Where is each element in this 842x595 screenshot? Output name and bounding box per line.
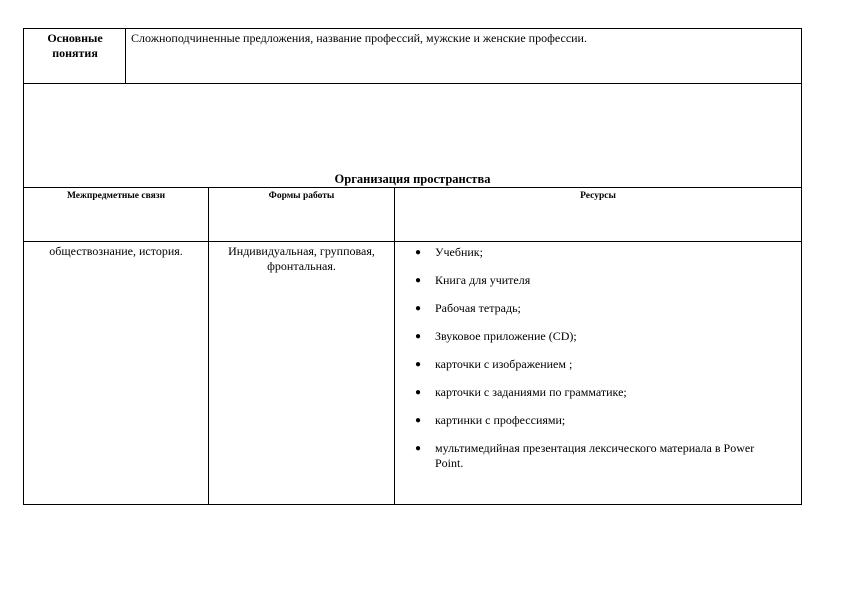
list-item xyxy=(407,245,777,260)
interdisciplinary-value: обществознание, история. xyxy=(49,244,183,258)
bullet-icon: ● xyxy=(415,387,422,398)
resource-text: карточки с заданиями по грамматике; xyxy=(435,385,627,399)
list-item xyxy=(407,357,777,372)
resource-text: карточки с изображением ; xyxy=(435,357,573,371)
work-forms-value: Индивидуальная, групповая, фронтальная. xyxy=(228,244,375,273)
resource-text: Звуковое приложение (CD); xyxy=(435,329,577,343)
bullet-icon: ● xyxy=(415,275,422,286)
bullet-icon: ● xyxy=(415,247,422,258)
header-resources: Ресурсы xyxy=(580,191,616,201)
list-item xyxy=(407,413,777,428)
row-divider-2 xyxy=(23,187,802,188)
concepts-value: Сложноподчиненные предложения, название профессий, мужские и женские профессии. xyxy=(131,31,587,45)
header-work-forms: Формы работы xyxy=(268,191,335,201)
list-item xyxy=(407,301,777,316)
table-border-left xyxy=(23,28,24,505)
bullet-icon: ● xyxy=(415,331,422,342)
bullet-icon: ● xyxy=(415,443,422,454)
concepts-label: Основные понятия xyxy=(47,31,103,60)
resource-text: Рабочая тетрадь; xyxy=(435,301,521,315)
resource-text: Учебник; xyxy=(435,245,483,259)
row-divider-1 xyxy=(23,83,802,84)
resource-text: картинки с профессиями; xyxy=(435,413,566,427)
resource-text: Книга для учителя xyxy=(435,273,531,287)
list-item xyxy=(407,385,777,400)
row-divider-3 xyxy=(23,241,802,242)
header-interdisciplinary: Межпредметные связи xyxy=(66,191,166,201)
table-border-bottom xyxy=(23,504,802,505)
table-border-top xyxy=(23,28,802,29)
organization-title: Организация пространства xyxy=(334,172,491,186)
list-item xyxy=(407,329,777,344)
resources-list xyxy=(407,245,777,471)
col-divider-2 xyxy=(394,187,395,505)
col-divider-1 xyxy=(208,187,209,505)
bullet-icon: ● xyxy=(415,359,422,370)
bullet-icon: ● xyxy=(415,303,422,314)
resource-text: мультимедийная презентация лексического материала в Power Point. xyxy=(435,441,755,470)
table-border-right xyxy=(801,28,802,505)
concepts-divider xyxy=(125,28,126,83)
list-item xyxy=(407,441,775,471)
list-item xyxy=(407,273,777,288)
bullet-icon: ● xyxy=(415,415,422,426)
